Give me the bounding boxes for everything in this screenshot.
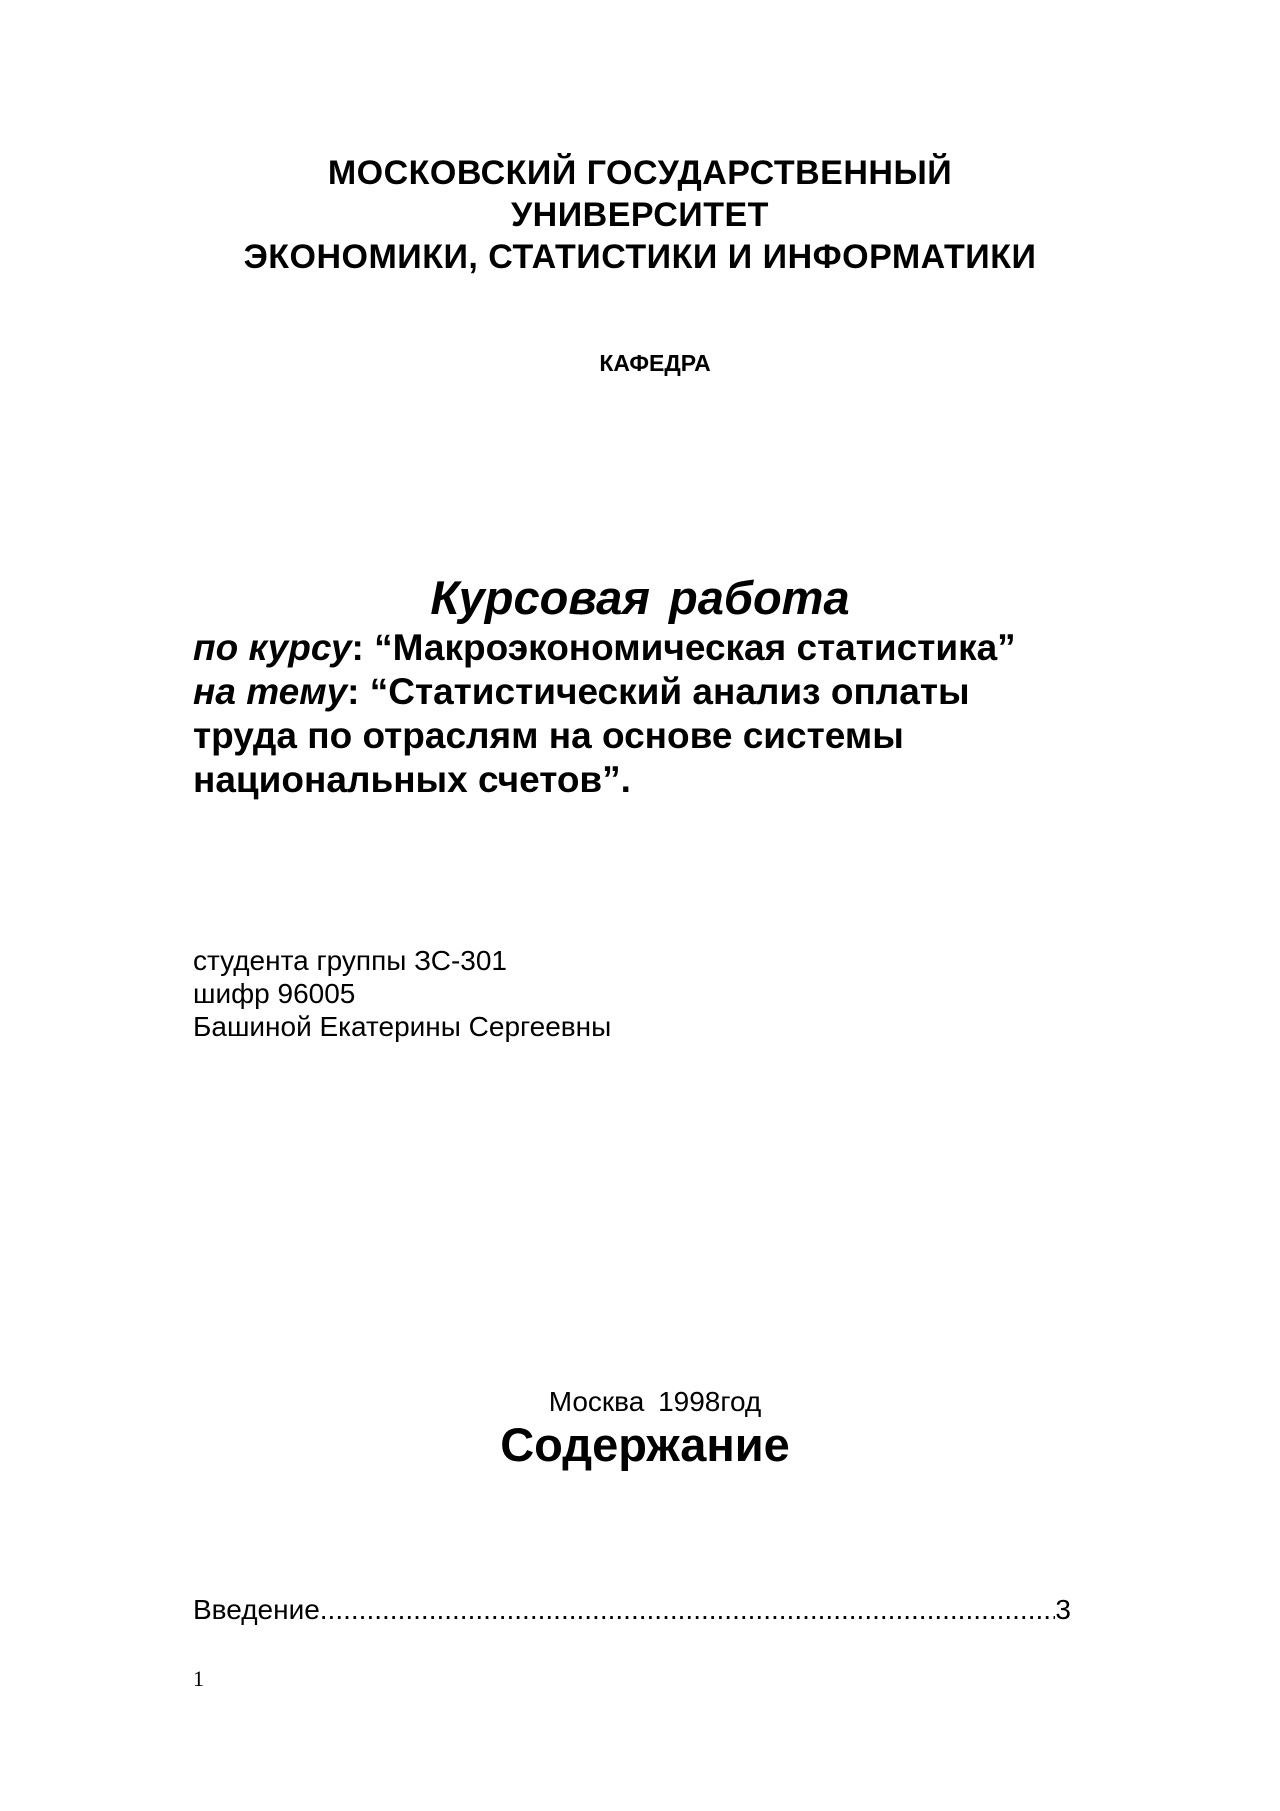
- student-code: шифр 96005: [193, 978, 356, 1009]
- university-name-line-1: МОСКОВСКИЙ ГОСУДАРСТВЕННЫЙ: [327, 154, 953, 192]
- toc-entry[interactable]: [193, 1593, 1071, 1627]
- topic-label: на тему: [193, 671, 348, 712]
- topic-line-3: национальных счетов”.: [193, 759, 631, 800]
- toc-entry-leader: [320, 1593, 1056, 1627]
- student-group: студента группы ЗС-301: [193, 945, 508, 976]
- topic-line-1: [193, 670, 1093, 714]
- topic-value-1: : “Статистический анализ оплаты: [347, 671, 970, 712]
- page-number: 1: [193, 1666, 204, 1691]
- topic-line-2: труда по отраслям на основе системы: [193, 715, 904, 756]
- toc-entry-label: Введение: [193, 1594, 320, 1625]
- student-name: Башиной Екатерины Сергеевны: [193, 1011, 612, 1042]
- work-title: Курсовая работа: [430, 571, 850, 624]
- toc-entry-page: 3: [1055, 1594, 1071, 1625]
- course-label: по курсу: [193, 627, 352, 668]
- university-name-line-2: УНИВЕРСИТЕТ: [511, 196, 769, 234]
- university-name-line-3: ЭКОНОМИКИ, СТАТИСТИКИ И ИНФОРМАТИКИ: [243, 238, 1037, 276]
- work-topic: [193, 626, 1093, 802]
- course-line: [193, 626, 1093, 670]
- toc-heading: Содержание: [500, 1418, 790, 1471]
- student-info: [193, 944, 611, 1043]
- department-label: КАФЕДРА: [599, 350, 711, 376]
- city-year: Москва 1998год: [548, 1386, 762, 1417]
- university-name: [150, 152, 1130, 278]
- course-value: : “Макроэкономическая статистика”: [351, 627, 1016, 668]
